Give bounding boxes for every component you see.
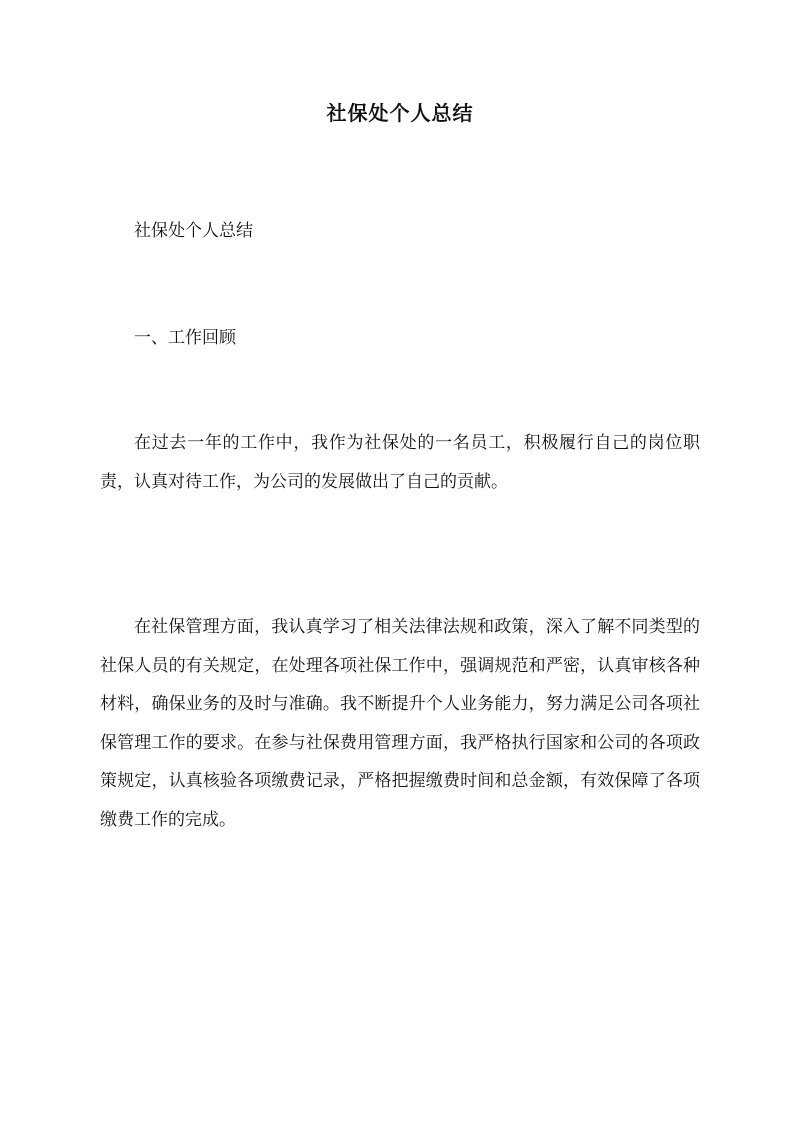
document-title: 社保处个人总结 <box>326 101 474 125</box>
paragraph: 在社保管理方面，我认真学习了相关法律法规和政策，深入了解不同类型的社保人员的有关规定，在处理各项社保工作中，强调规范和严密，认真审核各种材料，确保业务的及时与准确。我不断提升个人业务能力，努力满足公司各项社保管理工作的要求。在参与社保费用管理方面，我严格执行国家和公司的各项政策规定，认真核验各项缴费记录，严格把握缴费时间和总金额，有效保障了各项缴费工作的完成。 <box>100 617 700 830</box>
section-heading: 一、工作回顾 <box>134 328 236 348</box>
paragraph: 在过去一年的工作中，我作为社保处的一名员工，积极履行自己的岗位职责，认真对待工作，为公司的发展做出了自己的贡献。 <box>100 433 700 492</box>
document-subtitle: 社保处个人总结 <box>134 221 253 241</box>
